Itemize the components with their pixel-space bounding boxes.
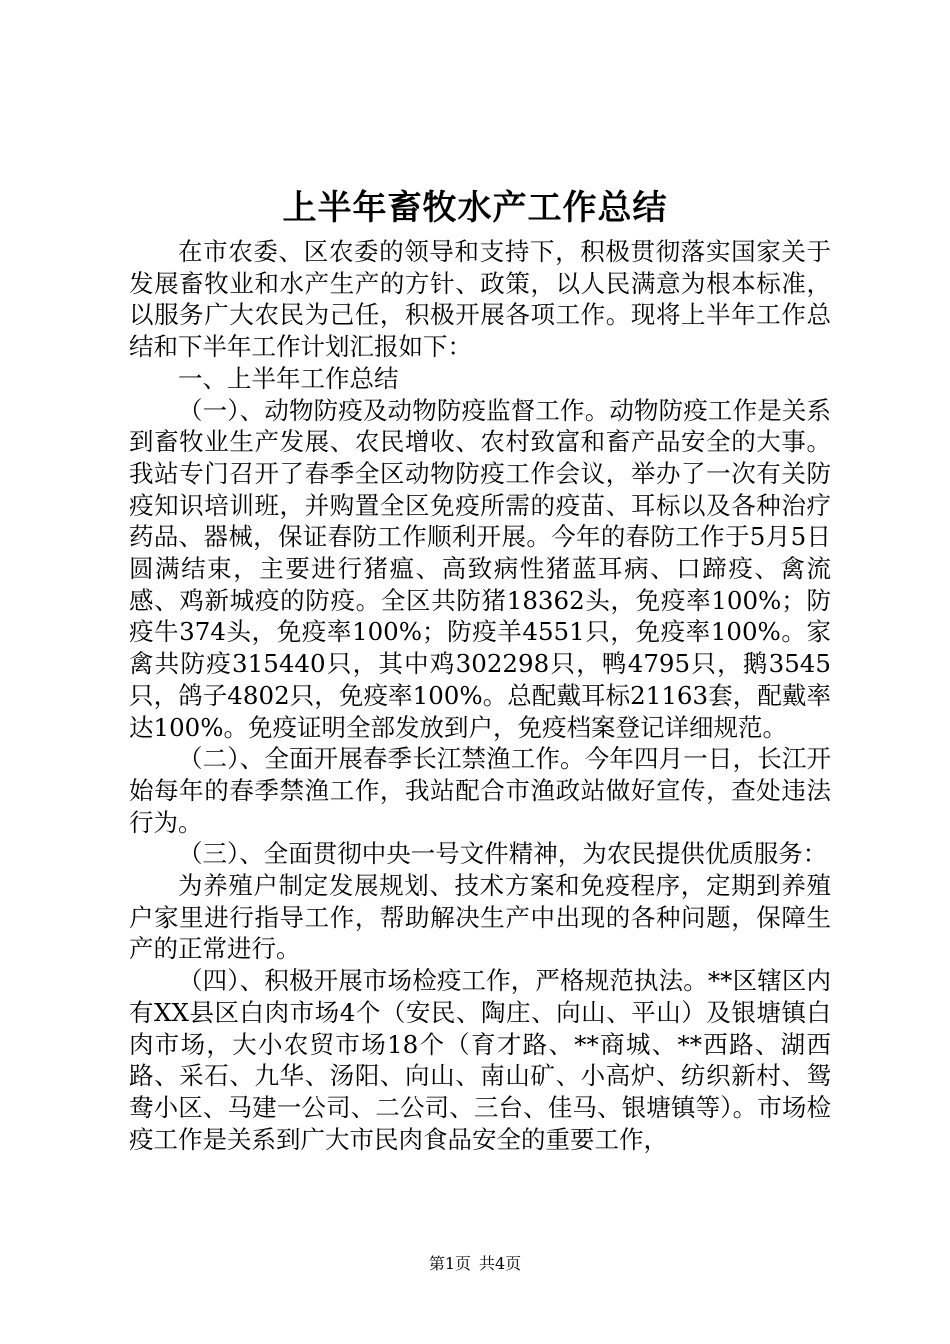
- paragraph-farmer-service: 为养殖户制定发展规划、技术方案和免疫程序，定期到养殖户家里进行指导工作，帮助解决生产中出现的各种问题，保障生产的正常进行。: [129, 871, 831, 964]
- page-number: 第1页: [428, 1254, 471, 1273]
- document-body: [129, 236, 831, 1155]
- page-total: 共4页: [479, 1254, 522, 1273]
- paragraph-intro: 在市农委、区农委的领导和支持下，积极贯彻落实国家关于发展畜牧业和水产生产的方针、政策，以人民满意为根本标准，以服务广大农民为己任，积极开展各项工作。现将上半年工作总结和下半年工作计划汇报如下：: [129, 237, 831, 362]
- page-footer: [0, 1254, 950, 1274]
- document-title: 上半年畜牧水产工作总结: [282, 188, 668, 228]
- paragraph-market-quarantine: （四）、积极开展市场检疫工作，严格规范执法。**区辖区内有XX县区白肉市场4个（安民、陶庄、向山、平山）及银塘镇白肉市场，大小农贸市场18个（育才路、**商城、**西路、湖西路、采石、九华、汤阳、向山、南山矿、小高炉、纺织新村、鸳鸯小区、马建一公司、二公司、三台、佳马、银塘镇等）。市场检疫工作是关系到广大市民肉食品安全的重要工作，: [129, 966, 831, 1154]
- paragraph-animal-epidemic: （一）、动物防疫及动物防疫监督工作。动物防疫工作是关系到畜牧业生产发展、农民增收、农村致富和畜产品安全的大事。我站专门召开了春季全区动物防疫工作会议，举办了一次有关防疫知识培训班，并购置全区免疫所需的疫苗、耳标以及各种治疗药品、器械，保证春防工作顺利开展。今年的春防工作于5月5日圆满结束，主要进行猪瘟、高致病性猪蓝耳病、口蹄疫、禽流感、鸡新城疫的防疫。全区共防猪18362头，免疫率100%；防疫牛374头，免疫率100%；防疫羊4551只，免疫率100%。家禽共防疫315440只，其中鸡302298只，鸭4795只，鹅3545只，鸽子4802只，免疫率100%。总配戴耳标21163套，配戴率达100%。免疫证明全部发放到户，免疫档案登记详细规范。: [129, 395, 831, 742]
- section-heading-1: 一、上半年工作总结: [178, 363, 399, 393]
- paragraph-fishing-ban: （二）、全面开展春季长江禁渔工作。今年四月一日，长江开始每年的春季禁渔工作，我站配合市渔政站做好宣传，查处违法行为。: [129, 744, 831, 837]
- paragraph-central-document: （三）、全面贯彻中央一号文件精神，为农民提供优质服务：: [178, 839, 828, 869]
